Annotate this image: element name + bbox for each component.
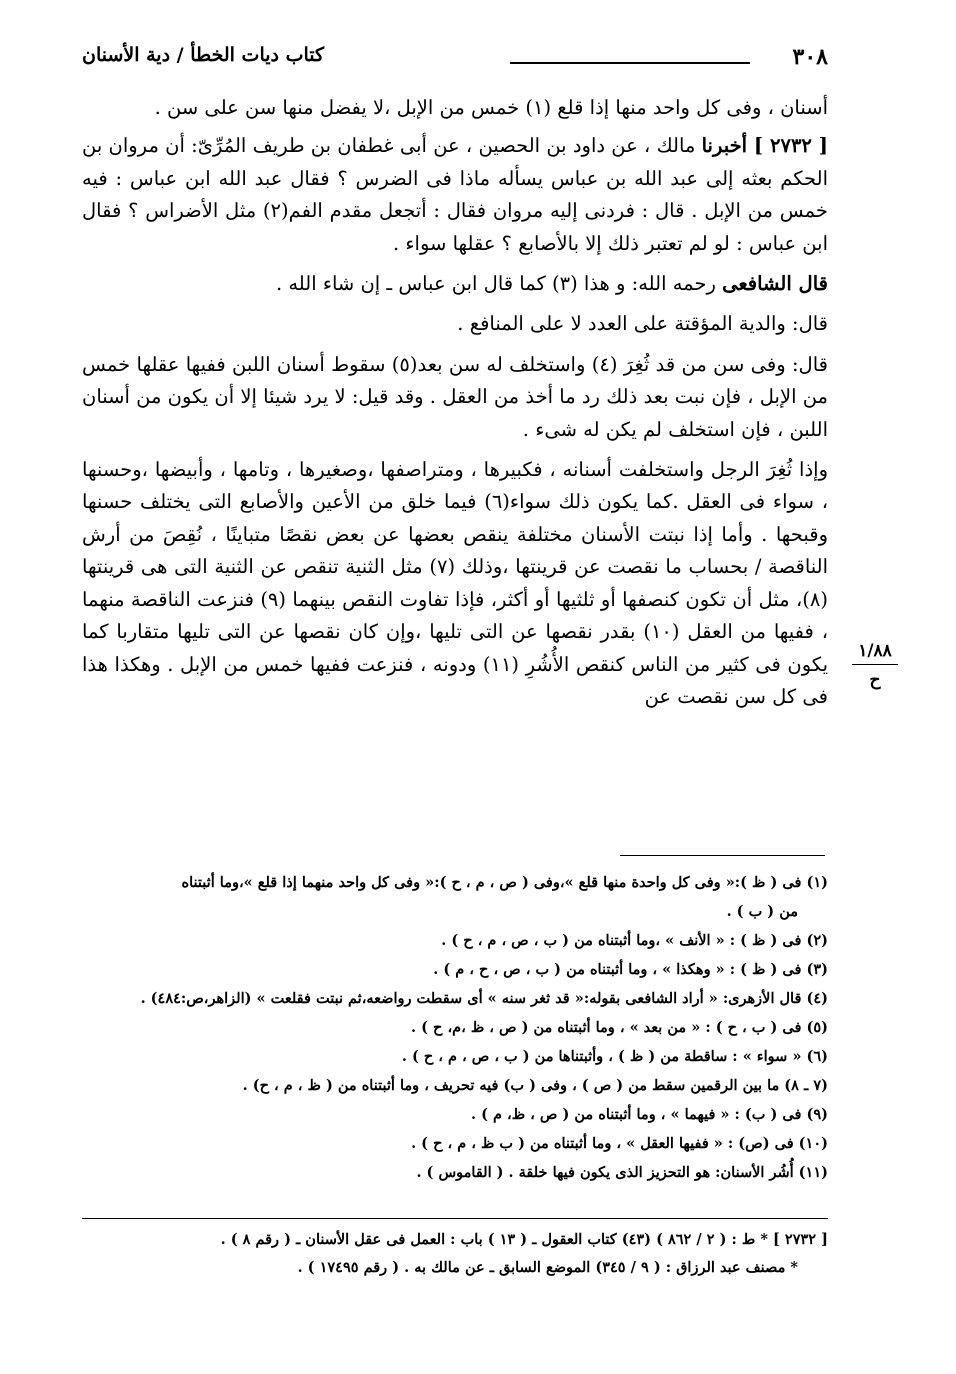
footnote: (٥) فى ( ب ، ح ) : « من بعد » ، وما أثبتناه من ( ص ، ظ ،م، ح ) . [411,1019,828,1036]
paragraph-shafii [82,268,828,300]
footnote-separator [620,855,825,856]
footnote: (٤) قال الأزهرى: « أراد الشافعى بقوله:« قد ثغر سنه » أى سقطت رواضعه،ثم نبتت فقلعت » (الزاهر،ص:٤٨٤) . [140,990,828,1007]
header-rule [510,62,750,64]
source-line: [ ٢٧٣٢ ] * ط : ( ٢ / ٨٦٢ ) (٤٣) كتاب العقول ـ ( ١٣ ) باب : العمل فى عقل الأسنان ـ ( رقم ٨ ) . [220,1231,828,1248]
paragraph-5: قال: وفى سن من قد ثُغِرَ (٤) واستخلف له سن بعد(٥) سقوط أسنان اللبن ففيها عقلها خمس من الإبل ، فإن نبت بعد ذلك رد ما أخذ من العقل . وقد قيل: لا يرد شيئا إلا أن يكون من أسنان اللبن ، فإن استخلف لم يكن له شىء . [82,352,828,441]
footnote: (٩) فى ( ب) : « فيهما » ، وما أثبتناه من ( ص ، ظ، م ) . [471,1106,828,1123]
footnote: (١) فى ( ظ ):« وفى كل واحدة منها قلع »،وفى ( ص ، م ، ح ):« وفى كل واحد منهما إذا قلع »،وما أثبتناه [181,874,828,891]
footnote: (٢) فى ( ظ ) : « الأنف » ،وما أثبتناه من ( ب ، ص ، م ، ح ) . [441,932,828,949]
footnote: (١٠) فى (ص) : « ففيها العقل » ، وما أثبتناه من ( ب ظ ، م ، ح ) . [411,1135,828,1152]
page-header [82,40,828,80]
main-text [82,92,828,721]
paragraph-6: وإذا ثُغِرَ الرجل واستخلفت أسنانه ، فكبيرها ، ومتراصفها ،وصغيرها ، وتامها ، وأبيضها ،وحسنها ، سواء فى العقل .كما يكون ذلك سواء(٦) فيما خلق من الأعين والأصابع التى يختلف حسنها وقبحها . وأما إذا نبتت الأسنان مختلفة ينقص بعضها عن بعض نقصًا متباينًا ، نُقِصَ من أرش الناقصة / بحساب ما نقصت عن قرينتها ،وذلك (٧) مثل الثنية تنقص عن الثنية التى هى قرينتها (٨)، مثل أن تكون كنصفها أو ثلثيها أو أكثر، فإذا تفاوت النقص بينهما (٩) فنزعت الناقصة منهما ، ففيها من العقل (١٠) بقدر نقصها عن التى تليها ،وإن كان نقصها عن التى تليها متقاربا كما يكون فى كثير من الناس كنقص الأُشُرِ (١١) ودونه ، فنزعت ففيها خمس من الإبل . وهكذا هذا فى كل سن نقصت عن [82,458,828,708]
shafii-text: رحمه الله: و هذا (٣) كما قال ابن عباس ـ إن شاء الله . [275,272,716,296]
running-title: كتاب ديات الخطأ / دية الأسنان [82,44,325,66]
hadith-text: مالك ، عن داود بن الحصين ، عن أبى غطفان بن طريف المُرِّىّ: أن مروان بن الحكم بعثه إلى عبد الله بن عباس يسأله ماذا فى الضرس ؟ فقال عبد الله ابن عباس : فيه خمس من الإبل . قال : فردنى إليه مروان فقال : أتجعل مقدم الفم(٢) مثل الأضراس ؟ فقال ابن عباس : لو لم تعتبر ذلك إلا بالأصابع ؟ عقلها سواء . [82,134,828,255]
page-number: ٣٠٨ [792,44,828,70]
hadith-lead: [ ٢٧٣٢ ] أخبرنا [701,134,828,158]
sources-separator [82,1218,828,1219]
footnote: (٧ ـ ٨) ما بين الرقمين سقط من ( ص ) ، وفى ( ب) فيه تحريف ، وما أثبتناه من ( ظ ، م ، ح) . [242,1077,828,1094]
footnote: (٦) « سواء » : ساقطة من ( ظ ) ، وأثبتناها من ( ب ، ص ، م ، ح ) . [401,1048,828,1065]
footnote: (٣) فى ( ظ ) : « وهكذا » ، وما أثبتناه من ( ب ، ص ، ح ، م ) . [433,961,828,978]
shafii-lead: قال الشافعى [722,272,828,296]
paragraph-4: قال: والدية المؤقتة على العدد لا على المنافع . [457,312,828,336]
paragraph-hadith [82,130,828,260]
margin-note-bottom: ح [869,670,881,690]
footnote: (١١) أُشُر الأسنان: هو التحزيز الذى يكون فيها خلقة . ( القاموس ) . [416,1164,828,1181]
source-line: * مصنف عبد الرزاق : ( ٩ / ٣٤٥) الموضع السابق ـ عن مالك به . ( رقم ١٧٤٩٥ ) . [297,1259,798,1276]
footnotes [82,868,828,1187]
margin-note [846,640,904,691]
margin-note-top: ١/٨٨ [858,641,892,661]
paragraph-1: أسنان ، وفى كل واحد منها إذا قلع (١) خمس من الإبل ،لا يفضل منها سن على سن . [154,96,828,119]
margin-note-rule [852,664,898,665]
footnote-continuation: من ( ب ) . [726,903,798,920]
hadith-sources [82,1226,828,1282]
